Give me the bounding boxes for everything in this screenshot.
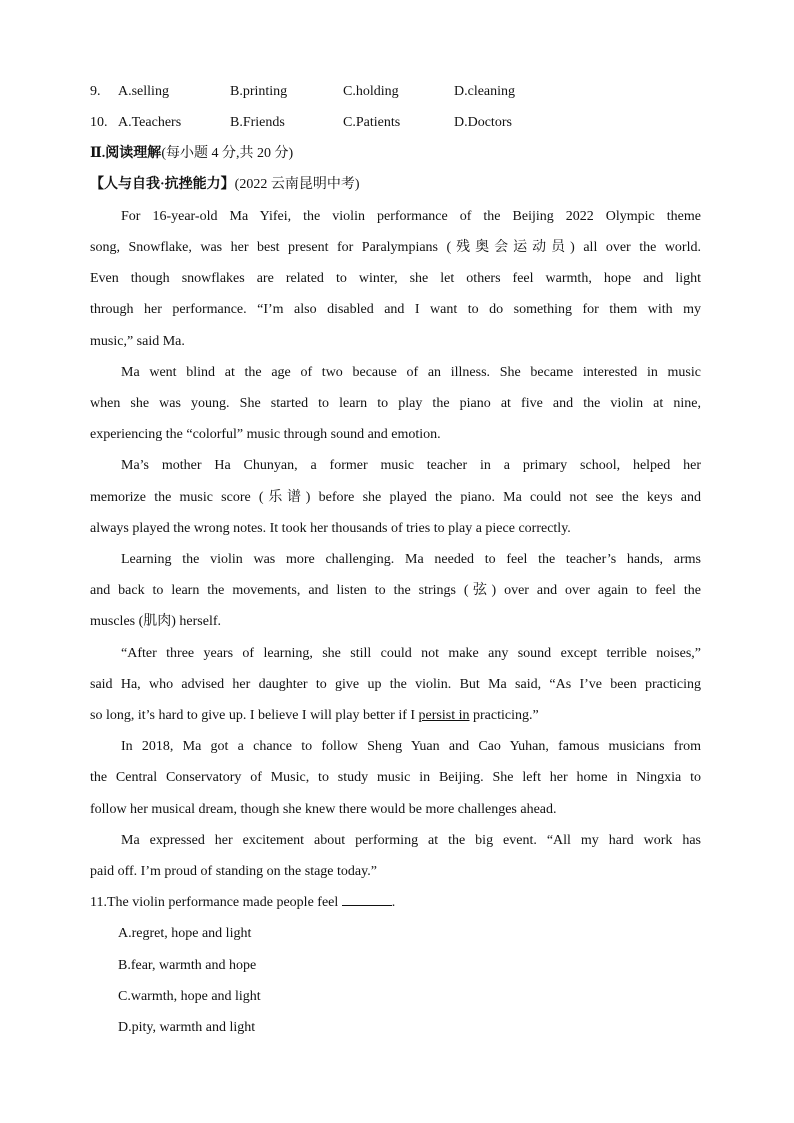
answer-choice: B.fear, warmth and hope bbox=[118, 958, 257, 973]
passage-line: the Central Conservatory of Music, to study music in Beijing. She left her home in Ningxia to bbox=[90, 770, 701, 785]
answer-blank bbox=[342, 893, 392, 906]
section-heading bbox=[90, 144, 794, 164]
passage-line: paid off. I’m proud of standing on the stage today.” bbox=[90, 864, 377, 879]
line-text: so long, it’s hard to give up. I believe I will play better if I bbox=[90, 708, 419, 723]
passage-line: memorize the music score (乐谱) before she played the piano. Ma could not see the keys and bbox=[90, 490, 701, 505]
underlined-phrase: persist in bbox=[418, 708, 470, 723]
passage-line: experiencing the “colorful” music through sound and emotion. bbox=[90, 427, 441, 442]
question-text: 11.The violin performance made people feel bbox=[90, 895, 339, 910]
passage-line: Learning the violin was more challenging. Ma needed to feel the teacher’s hands, arms bbox=[121, 552, 701, 567]
passage-line: through her performance. “I’m also disabled and I want to do something for them with my bbox=[90, 302, 701, 317]
option-d: D.cleaning bbox=[454, 84, 516, 99]
option-a: A.selling bbox=[118, 84, 169, 99]
passage-line: said Ha, who advised her daughter to give up the violin. But Ma said, “As I’ve been practicing bbox=[90, 677, 701, 692]
passage-line: muscles (肌肉) herself. bbox=[90, 614, 222, 629]
passage-line: “After three years of learning, she still could not make any sound except terrible noises,” bbox=[121, 646, 701, 661]
line-text: practicing.” bbox=[469, 708, 539, 723]
answer-choice: D.pity, warmth and light bbox=[118, 1020, 256, 1035]
passage-line: music,” said Ma. bbox=[90, 334, 185, 349]
passage-line: Ma went blind at the age of two because of an illness. She became interested in music bbox=[121, 365, 701, 380]
passage-line: always played the wrong notes. It took her thousands of tries to play a piece correctly. bbox=[90, 521, 571, 536]
answer-choice: C.warmth, hope and light bbox=[118, 989, 261, 1004]
answer-choice: A.regret, hope and light bbox=[118, 926, 252, 941]
passage-line: Ma’s mother Ha Chunyan, a former music teacher in a primary school, helped her bbox=[121, 458, 701, 473]
option-c: C.holding bbox=[343, 84, 399, 99]
question-number: 10. bbox=[90, 115, 108, 130]
passage-line: follow her musical dream, though she knew there would be more challenges ahead. bbox=[90, 802, 557, 817]
passage-line: In 2018, Ma got a chance to follow Sheng Yuan and Cao Yuhan, famous musicians from bbox=[121, 739, 701, 754]
option-b: B.Friends bbox=[230, 115, 285, 130]
passage-line: Even though snowflakes are related to winter, she let others feel warmth, hope and light bbox=[90, 271, 701, 286]
section-title: Ⅱ.阅读理解 bbox=[90, 146, 162, 161]
passage-line: when she was young. She started to learn to play the piano at five and the violin at nine, bbox=[90, 396, 701, 411]
passage-line bbox=[90, 706, 701, 726]
option-d: D.Doctors bbox=[454, 115, 512, 130]
option-a: A.Teachers bbox=[118, 115, 182, 130]
question-stem bbox=[90, 893, 794, 913]
passage-line: Ma expressed her excitement about performing at the big event. “All my hard work has bbox=[121, 833, 701, 848]
passage-tag bbox=[90, 175, 794, 195]
question-number: 9. bbox=[90, 84, 101, 99]
passage-line: song, Snowflake, was her best present for Paralympians (残奥会运动员) all over the world. bbox=[90, 240, 701, 255]
option-c: C.Patients bbox=[343, 115, 401, 130]
passage-line: For 16-year-old Ma Yifei, the violin performance of the Beijing 2022 Olympic theme bbox=[121, 209, 701, 224]
question-end: . bbox=[391, 895, 396, 910]
option-b: B.printing bbox=[230, 84, 288, 99]
passage-source: (2022 云南昆明中考) bbox=[234, 177, 360, 192]
passage-line: and back to learn the movements, and listen to the strings (弦) over and over again to feel the bbox=[90, 583, 701, 598]
section-scoring: (每小题 4 分,共 20 分) bbox=[161, 146, 294, 161]
passage-theme: 【人与自我·抗挫能力】 bbox=[90, 177, 235, 192]
